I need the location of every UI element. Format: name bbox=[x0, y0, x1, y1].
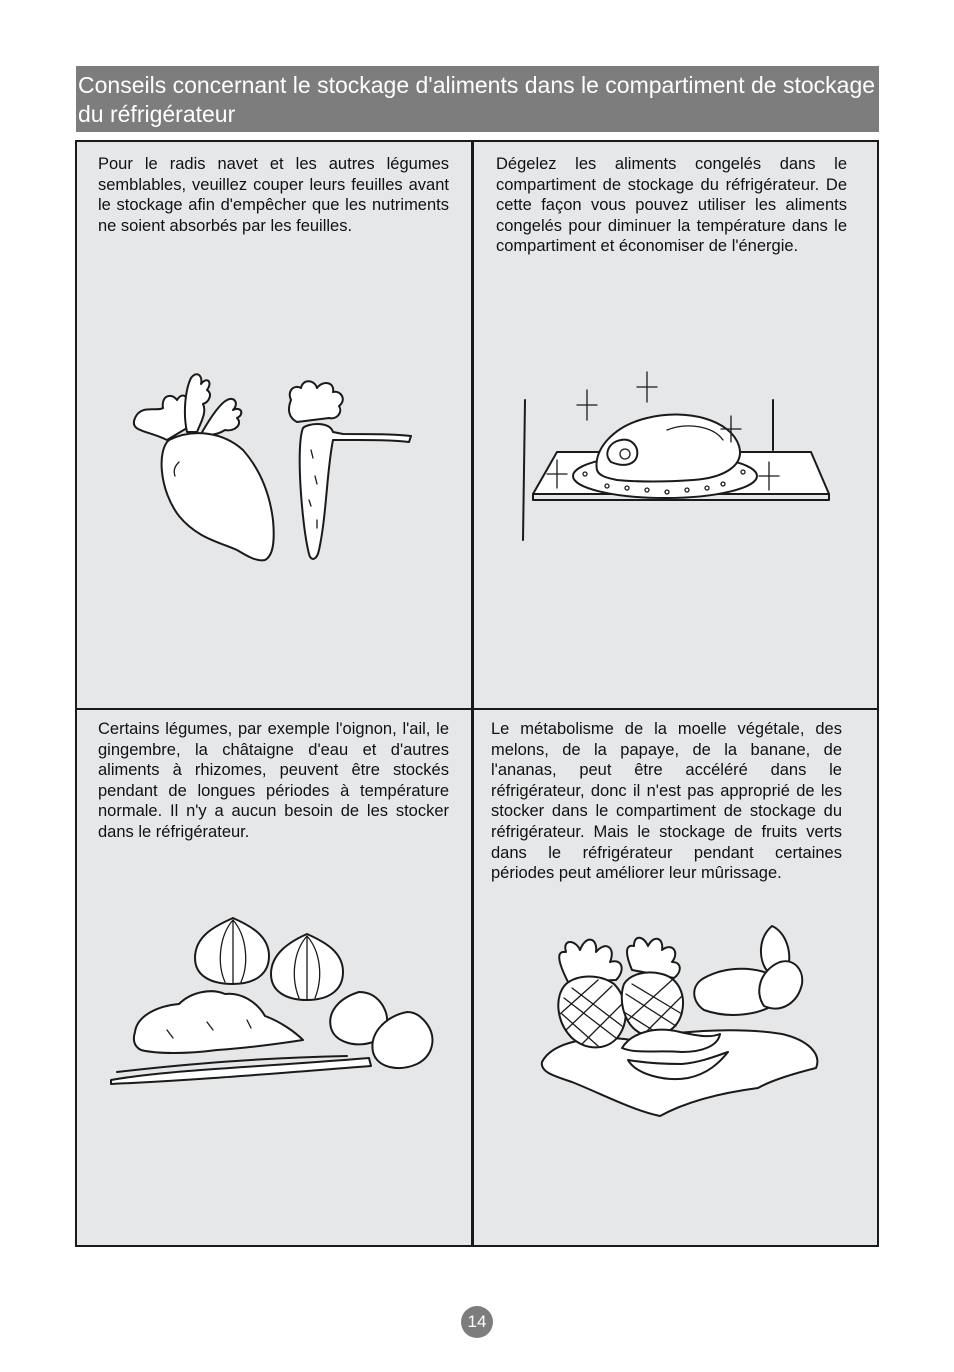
frozen-chicken-illustration bbox=[517, 370, 837, 550]
papaya-melon-icon bbox=[694, 926, 802, 1015]
page-number: 14 bbox=[461, 1306, 493, 1338]
scallion-icon bbox=[111, 1058, 371, 1084]
turnip-leaves-icon bbox=[134, 374, 242, 440]
onion-garlic-illustration bbox=[107, 912, 447, 1092]
radish-icon bbox=[289, 381, 411, 559]
tip-radish-text: Pour le radis navet et les autres légumes semblables, veuillez couper leurs feuilles avant le stockage afin d'empêcher que les nutriments ne soient absorbés par les feuilles. bbox=[98, 155, 449, 235]
tip-rhizomes-text: Certains légumes, par exemple l'oignon, l'ail, le gingembre, la châtaigne d'eau et d'autres aliments à rhizomes, peuvent être stockés pendant de longues périodes à température normale. Il n'y a aucun besoin de les stocker dans le réfrigérateur. bbox=[98, 720, 449, 841]
grid-divider-horizontal bbox=[77, 708, 877, 710]
onion-icon bbox=[195, 918, 343, 1000]
radish-illustration bbox=[127, 370, 427, 570]
ginger-icon bbox=[134, 991, 303, 1053]
tips-grid bbox=[75, 140, 879, 1247]
tip-fruits-text: Le métabolisme de la moelle végétale, des melons, de la papaye, de la banane, de l'ananas, peut être accéléré dans le réfrigérateur, donc il n'est pas approprié de les stocker dans le compartiment de stockage du réfrigérateur. Mais le stockage de fruits verts dans le réfrigérateur pendant certaines périodes peut améliorer leur mûrissage. bbox=[491, 720, 842, 883]
tropical-fruits-illustration bbox=[532, 922, 832, 1122]
page-title: Conseils concernant le stockage d'aliments dans le compartiment de stockage du réfrigérateur bbox=[76, 66, 879, 132]
turnip-icon bbox=[162, 433, 274, 560]
tip-defrost-text: Dégelez les aliments congelés dans le compartiment de stockage du réfrigérateur. De cette façon vous pouvez utiliser les aliments congelés pour diminuer la température dans le compartiment et économiser de l'énergie. bbox=[496, 155, 847, 256]
grid-divider-vertical bbox=[471, 142, 474, 1245]
